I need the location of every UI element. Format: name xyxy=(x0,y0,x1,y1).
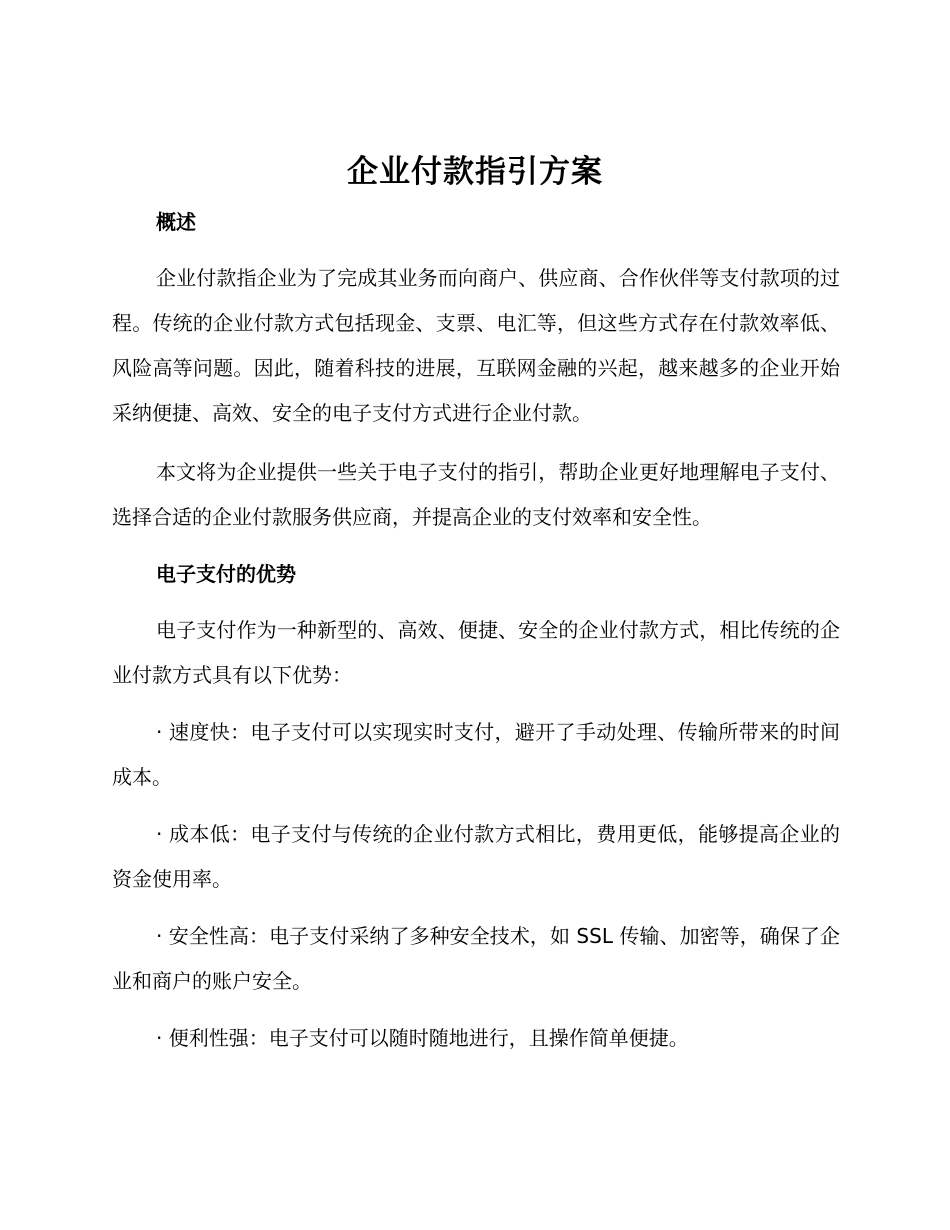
document-title: 企业付款指引方案 xyxy=(347,154,603,190)
paragraph-advantages-intro: 电子支付作为一种新型的、高效、便捷、安全的企业付款方式，相比传统的企业付款方式具有以下优势： xyxy=(112,618,840,687)
bullet-item-security: · 安全性高：电子支付采纳了多种安全技术，如 SSL 传输、加密等，确保了企业和商户的账户安全。 xyxy=(112,924,840,993)
paragraph-overview-1: 企业付款指企业为了完成其业务而向商户、供应商、合作伙伴等支付款项的过程。传统的企业付款方式包括现金、支票、电汇等，但这些方式存在付款效率低、风险高等问题。因此，随着科技的进展，互联网金融的兴起，越来越多的企业开始采纳便捷、高效、安全的电子支付方式进行企业付款。 xyxy=(112,266,840,425)
section-heading-advantages: 电子支付的优势 xyxy=(156,562,296,586)
section-heading-overview: 概述 xyxy=(156,210,196,234)
bullet-item-speed: · 速度快：电子支付可以实现实时支付，避开了手动处理、传输所带来的时间成本。 xyxy=(112,720,840,789)
paragraph-overview-2: 本文将为企业提供一些关于电子支付的指引，帮助企业更好地理解电子支付、选择合适的企业付款服务供应商，并提高企业的支付效率和安全性。 xyxy=(112,460,840,529)
bullet-item-convenience: · 便利性强：电子支付可以随时随地进行，且操作简单便捷。 xyxy=(156,1026,689,1050)
bullet-item-cost: · 成本低：电子支付与传统的企业付款方式相比，费用更低，能够提高企业的资金使用率。 xyxy=(112,822,840,891)
